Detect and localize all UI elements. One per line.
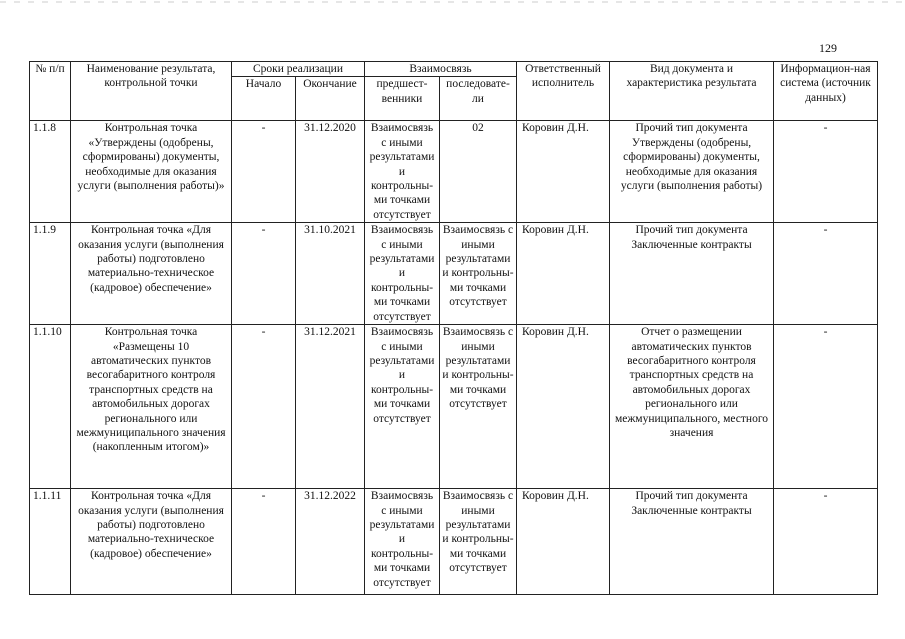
header-start: Начало (232, 77, 296, 121)
cell-successors: 02 (440, 121, 517, 223)
cell-predecessors: Взаимосвязь с иными результатами и контрольны-ми точками отсутствует (365, 121, 440, 223)
table-row (30, 489, 878, 595)
cell-successors: Взаимосвязь с иными результатами и контрольны-ми точками отсутствует (440, 223, 517, 325)
cell-doc-type: Отчет о размещении автоматических пунктов весогабаритного контроля транспортных средств на автомобильных дорогах регионального или межмуниципального, местного значения (610, 325, 774, 489)
cell-doc-type: Прочий тип документа Заключенные контракты (610, 223, 774, 325)
cell-predecessors: Взаимосвязь с иными результатами и контрольны-ми точками отсутствует (365, 223, 440, 325)
table-row (30, 223, 878, 325)
cell-num: 1.1.10 (30, 325, 71, 489)
header-name: Наименование результата, контрольной точки (71, 62, 232, 121)
cell-end: 31.12.2021 (296, 325, 365, 489)
cell-successors: Взаимосвязь с иными результатами и контрольны-ми точками отсутствует (440, 325, 517, 489)
table-row (30, 325, 878, 489)
cell-responsible: Коровин Д.Н. (517, 121, 610, 223)
cell-name: Контрольная точка «Размещены 10 автоматических пунктов весогабаритного контроля транспортных средств на автомобильных дорогах регионального или межмуниципального значения (накопленным итогом)» (71, 325, 232, 489)
cell-name: Контрольная точка «Утверждены (одобрены, сформированы) документы, необходимые для оказания услуги (выполнения работы)» (71, 121, 232, 223)
cell-name: Контрольная точка «Для оказания услуги (выполнения работы) подготовлено материально-техническое (кадровое) обеспечение» (71, 489, 232, 595)
cell-end: 31.12.2020 (296, 121, 365, 223)
cell-num: 1.1.11 (30, 489, 71, 595)
header-doc-type: Вид документа и характеристика результата (610, 62, 774, 121)
cell-info-system: - (774, 223, 878, 325)
cell-predecessors: Взаимосвязь с иными результатами и контрольны-ми точками отсутствует (365, 325, 440, 489)
cell-start: - (232, 325, 296, 489)
cell-end: 31.10.2021 (296, 223, 365, 325)
cell-predecessors: Взаимосвязь с иными результатами и контрольны-ми точками отсутствует (365, 489, 440, 595)
header-relation: Взаимосвязь (365, 62, 517, 77)
table-row (30, 121, 878, 223)
cell-start: - (232, 489, 296, 595)
cell-start: - (232, 223, 296, 325)
header-info-system: Информацион-ная система (источник данных) (774, 62, 878, 121)
header-predecessors: предшест-венники (365, 77, 440, 121)
cell-info-system: - (774, 121, 878, 223)
cell-name: Контрольная точка «Для оказания услуги (выполнения работы) подготовлено материально-техническое (кадровое) обеспечение» (71, 223, 232, 325)
cell-end: 31.12.2022 (296, 489, 365, 595)
header-num: № п/п (30, 62, 71, 121)
cell-info-system: - (774, 489, 878, 595)
cell-doc-type: Прочий тип документа Утверждены (одобрены, сформированы) документы, необходимые для оказания услуги (выполнения работы) (610, 121, 774, 223)
cell-doc-type: Прочий тип документа Заключенные контракты (610, 489, 774, 595)
plan-table (29, 61, 878, 595)
cell-num: 1.1.9 (30, 223, 71, 325)
header-responsible: Ответственный исполнитель (517, 62, 610, 121)
scan-artifact (0, 1, 905, 3)
cell-info-system: - (774, 325, 878, 489)
header-successors: последовате-ли (440, 77, 517, 121)
cell-responsible: Коровин Д.Н. (517, 325, 610, 489)
cell-successors: Взаимосвязь с иными результатами и контрольны-ми точками отсутствует (440, 489, 517, 595)
page-number: 129 (819, 41, 837, 55)
header-terms: Сроки реализации (232, 62, 365, 77)
cell-num: 1.1.8 (30, 121, 71, 223)
table-header (30, 62, 878, 121)
header-end: Окончание (296, 77, 365, 121)
cell-start: - (232, 121, 296, 223)
cell-responsible: Коровин Д.Н. (517, 489, 610, 595)
cell-responsible: Коровин Д.Н. (517, 223, 610, 325)
